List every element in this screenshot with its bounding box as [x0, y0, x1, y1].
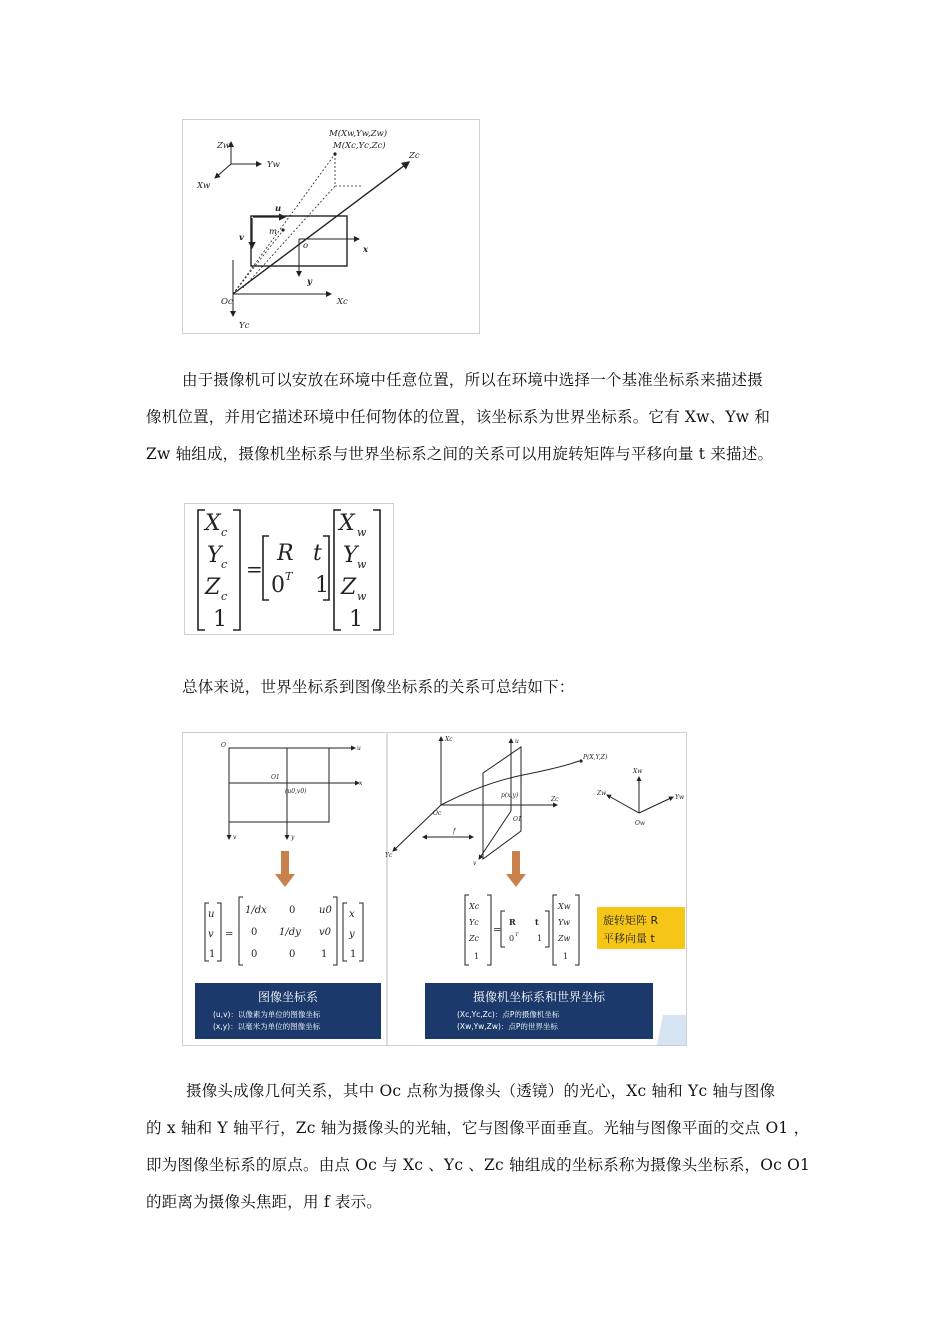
down-arrow-icon [506, 874, 526, 887]
paragraph-line: 的 x 轴和 Y 轴平行，Zc 轴为摄像头的光轴，它与图像平面垂直。光轴与图像平面的交点 O1 ， [146, 1119, 810, 1137]
vec-one: 1 [209, 949, 216, 960]
f-label: f [453, 828, 456, 835]
xw-label: Xw [197, 181, 211, 191]
m-world-label: M(Xw,Yw,Zw) [329, 129, 388, 139]
vec-x: x [349, 909, 355, 920]
inv-dx: 1/dx [245, 905, 267, 916]
down-arrow-icon [512, 851, 520, 875]
zw-label: Zw [217, 141, 231, 151]
equals-sign: = [246, 557, 263, 581]
zero: 0 [289, 949, 296, 960]
one-symbol: 1 [349, 607, 363, 632]
vec-u: u [208, 909, 215, 920]
v-label: v [473, 860, 477, 867]
u-label: u [357, 745, 361, 752]
sub-c: c [221, 590, 228, 603]
paragraph-line: 摄像头成像几何关系，其中 Oc 点称为摄像头（透镜）的光心，Xc 轴和 Yc 轴与图像 [186, 1082, 776, 1100]
sub-w: w [357, 590, 367, 603]
zero: 0 [251, 927, 258, 938]
vec-y: y [349, 929, 355, 940]
one-symbol: 1 [213, 607, 227, 632]
v-label: v [239, 233, 244, 243]
t-symbol: t [313, 541, 322, 566]
zero-symbol: 0 [509, 934, 515, 943]
paragraph-camera-geometry [146, 1073, 810, 1221]
vec-xc: Xc [469, 902, 480, 911]
coordinate-summary-diagram [183, 733, 686, 1045]
sup-t: T [515, 932, 519, 938]
zc-label: Zc [551, 796, 559, 803]
paragraph-line: Zw 轴组成，摄像机坐标系与世界坐标系之间的关系可以用旋转矩阵与平移向量 t 来描述。 [146, 445, 774, 463]
vec-yw: Yw [558, 918, 571, 927]
zc-label: Zc [409, 151, 420, 161]
paragraph-line: 像机位置，并用它描述环境中任何物体的位置，该坐标系为世界坐标系。它有 Xw、Yw 和 [146, 408, 771, 426]
rotation-note: 旋转矩阵 R [603, 914, 659, 927]
yw-label: Yw [267, 160, 280, 170]
o-label: O [221, 742, 226, 749]
one-symbol: 1 [537, 934, 543, 943]
sup-t: T [285, 570, 293, 583]
one: 1 [321, 949, 328, 960]
vec-one: 1 [563, 952, 569, 961]
m-cam-label: M(Xc,Yc,Zc) [333, 141, 386, 151]
camera-geometry-figure [182, 119, 480, 334]
t-symbol: t [535, 917, 539, 927]
paragraph-line: 即为图像坐标系的原点。由点 Oc 与 Xc 、Yc 、Zc 轴组成的坐标系称为摄像头坐标系，Oc O1 [146, 1156, 811, 1174]
xc-label: Xc [337, 297, 348, 307]
transform-equation-svg [185, 504, 393, 634]
o-label: o [303, 241, 309, 251]
xc-label: Xc [445, 736, 453, 743]
vec-xw: Xw [558, 902, 571, 911]
m-label: m [269, 227, 278, 237]
paragraph-world-coordinates [146, 362, 810, 473]
xw-label: Xw [633, 768, 643, 775]
translation-note: 平移向量 t [603, 932, 655, 945]
zw-label: Zw [597, 790, 607, 797]
u-label: u [515, 738, 519, 745]
yw-label: Yw [675, 794, 685, 801]
down-arrow-icon [275, 874, 295, 887]
yw-symbol: Y [343, 543, 358, 568]
zero: 0 [251, 949, 258, 960]
y-label: y [307, 277, 312, 287]
image-coords-line2: (x,y)：以毫米为单位的图像坐标 [213, 1022, 321, 1031]
vec-v: v [208, 929, 214, 940]
x-label: x [359, 780, 363, 787]
paragraph-line: 的距离为摄像头焦距，用 f 表示。 [146, 1193, 382, 1211]
vec-yc: Yc [469, 918, 479, 927]
u0: u0 [319, 905, 332, 916]
coordinate-summary-figure [182, 732, 687, 1046]
down-arrow-icon [281, 851, 289, 875]
vec-one: 1 [474, 952, 480, 961]
vec-one: 1 [350, 949, 357, 960]
y-label: y [291, 834, 295, 841]
zero-symbol: 0 [271, 573, 285, 598]
sub-c: c [221, 558, 228, 571]
image-coords-line1: (u,v)：以像素为单位的图像坐标 [213, 1010, 321, 1019]
world-coords-line: (Xw,Yw,Zw)：点P的世界坐标 [457, 1022, 558, 1031]
paragraph-summary [146, 669, 810, 706]
u0v0-label: (u0,v0) [285, 788, 307, 795]
vec-zw: Zw [558, 934, 571, 943]
corner-decoration [657, 1015, 686, 1045]
point-p-image-label: p(x,y) [501, 792, 519, 799]
camera-coords-line: (Xc,Yc,Zc)：点P的摄像机坐标 [457, 1010, 560, 1019]
o1-label: O1 [513, 816, 522, 823]
paragraph-line: 总体来说，世界坐标系到图像坐标系的关系可总结如下： [182, 678, 575, 696]
sub-w: w [357, 526, 367, 539]
r-symbol: R [509, 917, 516, 927]
oc-label: Oc [433, 810, 442, 817]
equals-sign: = [225, 929, 234, 940]
xc-symbol: X [205, 511, 221, 536]
sub-c: c [221, 526, 228, 539]
image-coords-title: 图像坐标系 [257, 990, 319, 1004]
sub-w: w [357, 558, 367, 571]
ow-label: Ow [635, 820, 646, 827]
one-symbol: 1 [315, 573, 329, 598]
xw-symbol: X [339, 511, 355, 536]
x-label: x [363, 245, 369, 255]
o1-label: O1 [271, 774, 280, 781]
inv-dy: 1/dy [279, 927, 301, 938]
oc-label: Oc [221, 297, 233, 307]
v0: v0 [319, 927, 332, 938]
zero: 0 [289, 905, 296, 916]
yc-label: Yc [385, 852, 393, 859]
camera-geometry-diagram [183, 120, 479, 333]
vec-zc: Zc [469, 934, 480, 943]
v-label: v [233, 834, 237, 841]
zw-symbol: Z [341, 575, 357, 600]
u-label: u [275, 204, 282, 214]
yc-label: Yc [239, 321, 250, 331]
yc-symbol: Y [207, 543, 222, 568]
camera-world-coords-title: 摄像机坐标系和世界坐标 [472, 990, 606, 1004]
paragraph-line: 由于摄像机可以安放在环境中任意位置，所以在环境中选择一个基准坐标系来描述摄 [182, 371, 763, 389]
r-symbol: R [277, 541, 294, 566]
transform-equation [184, 503, 394, 635]
point-p-label: P(X,Y,Z) [583, 754, 608, 761]
zc-symbol: Z [205, 575, 221, 600]
equals-sign: = [493, 925, 502, 936]
